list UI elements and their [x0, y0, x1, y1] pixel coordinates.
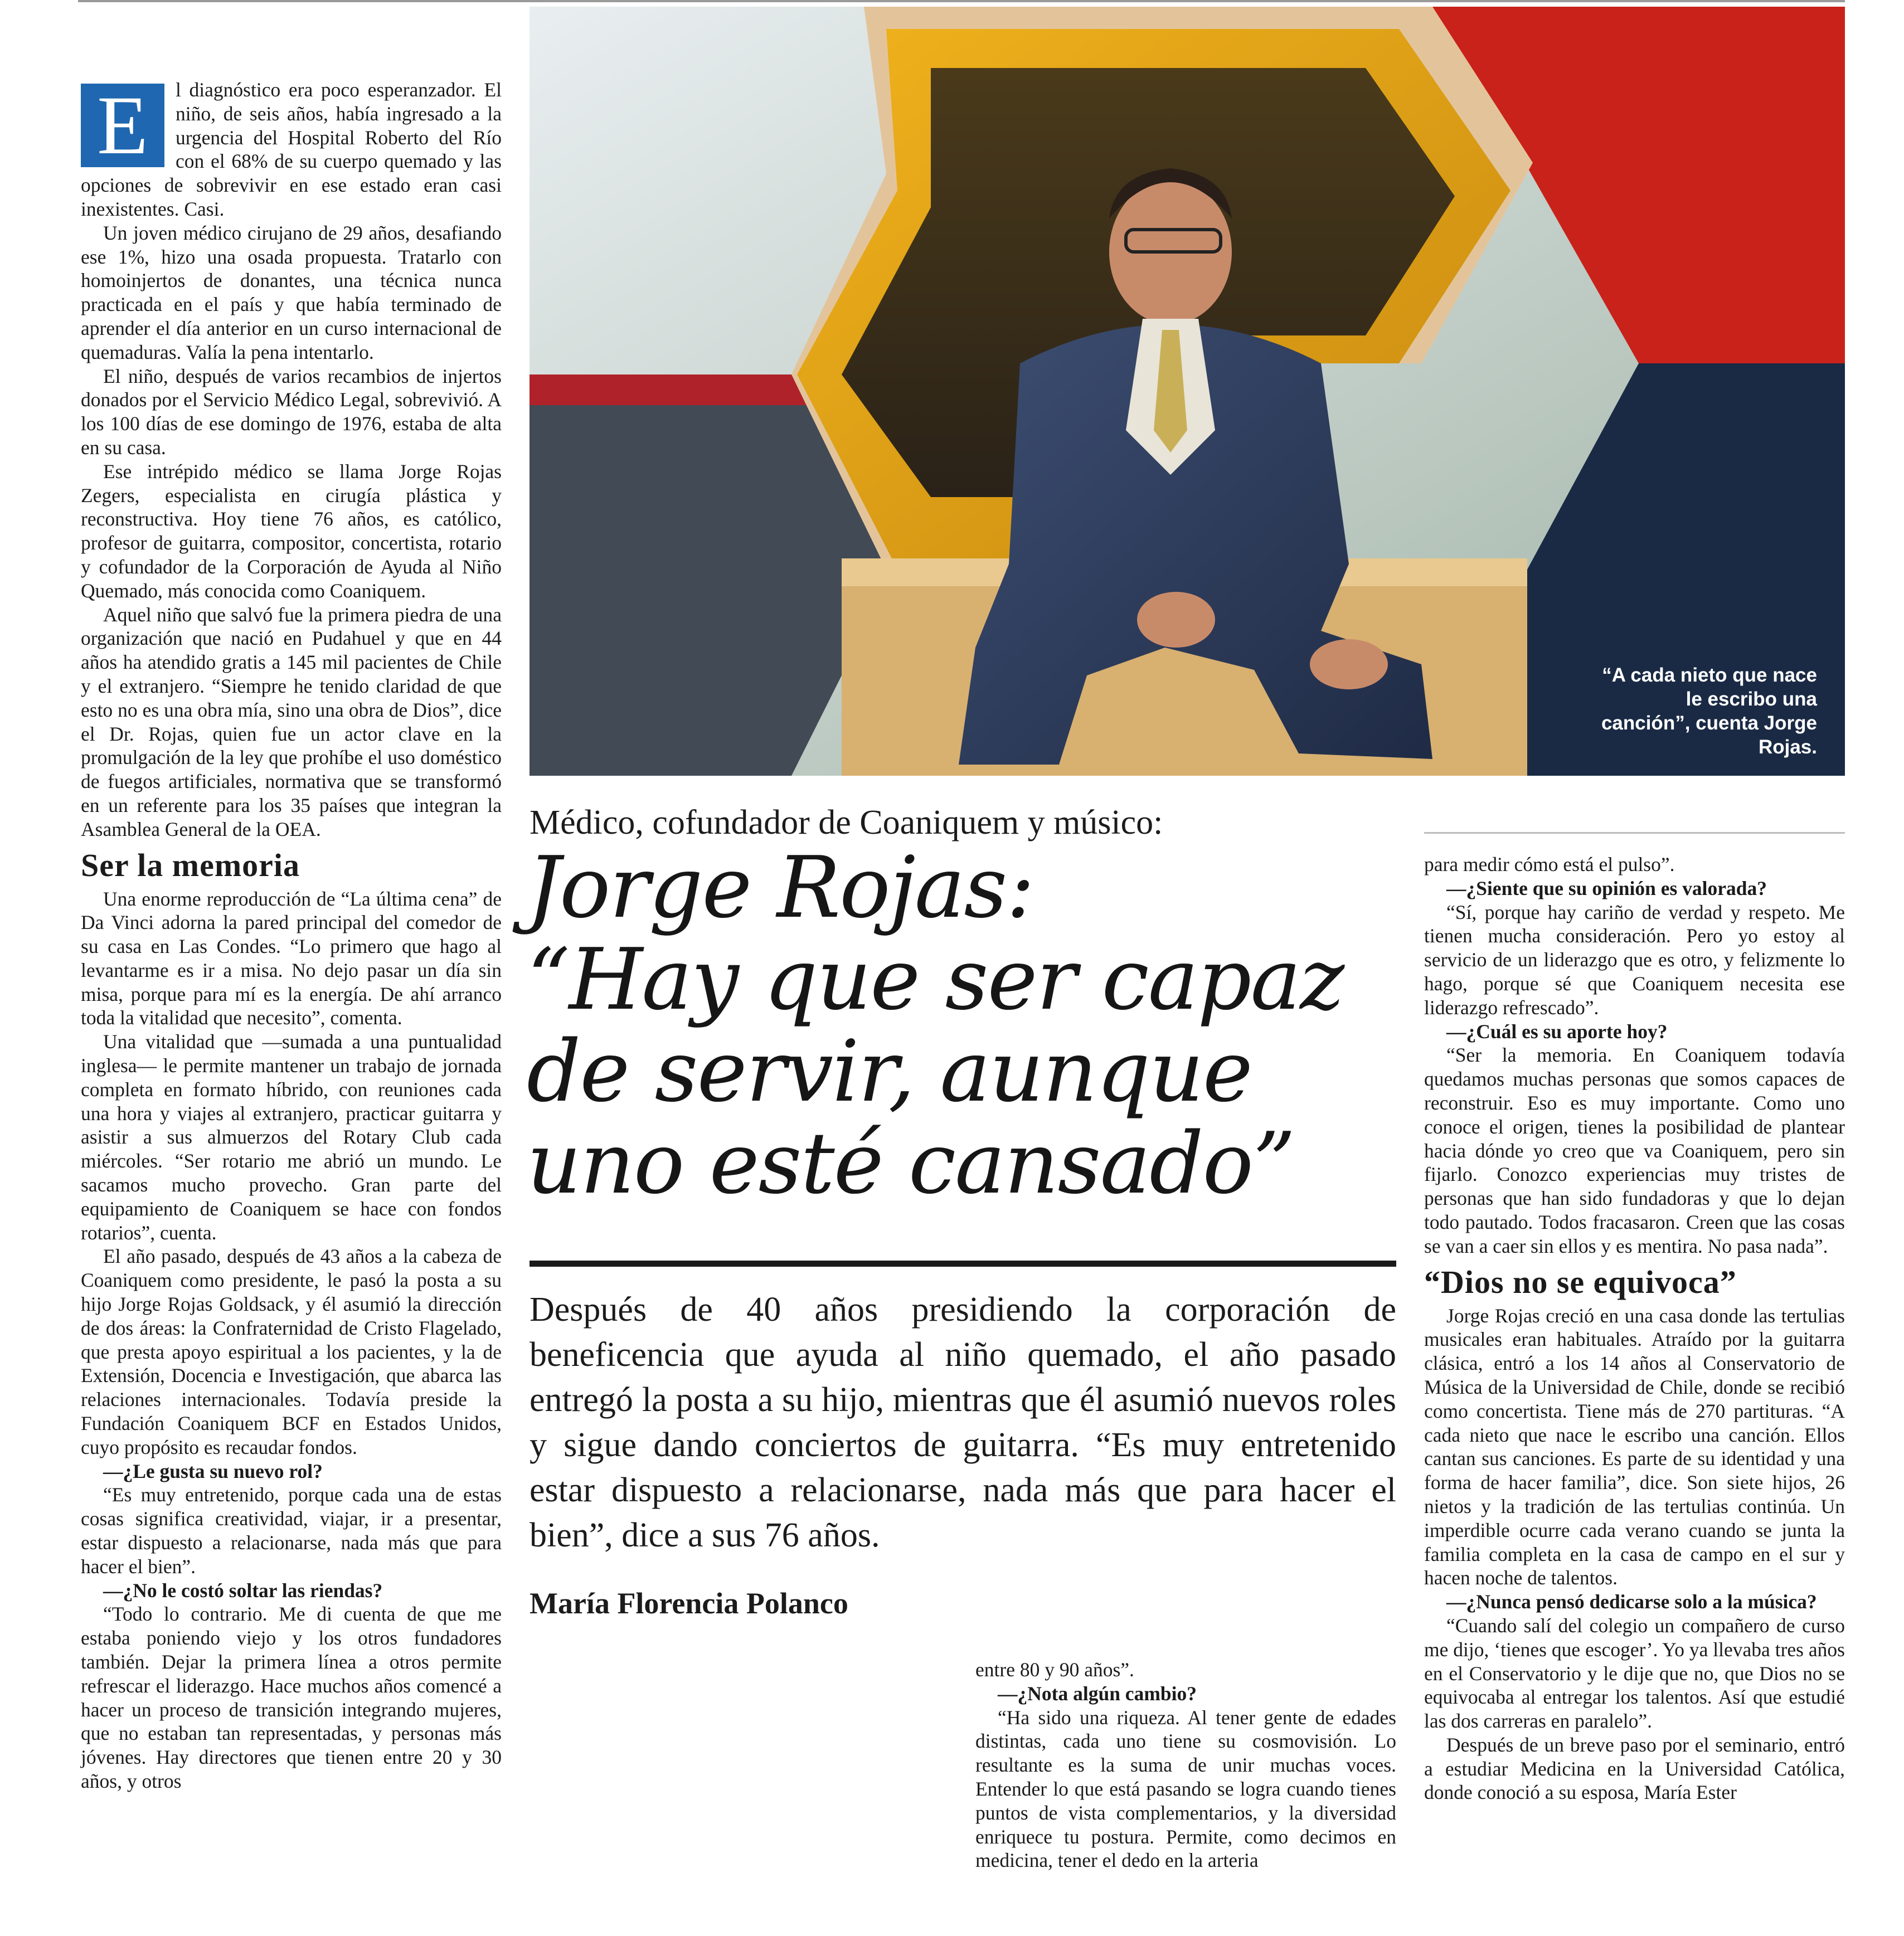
body-paragraph: “Es muy entretenido, porque cada una de estas cosas significa creatividad, viajar, ir a presentar, estar dispuesto a relacionarse, nada más que para hacer el bien”.	[81, 1483, 502, 1578]
body-paragraph: “Ser la memoria. En Coaniquem todavía quedamos muchas personas que somos capaces de reconstruir. Eso es muy importante. Como uno conoce el origen, tienes la posibilidad de plantear hacia dónde yo creo que va Coaniquem, pero sin fijarlo. Conozco experiencias muy tristes de personas que han sido fundadoras y que lo dejan todo pautado. Todos fracasaron. Creen que las cosas se van a caer sin ellos y es mentira. No pasa nada”.	[1424, 1044, 1845, 1257]
lead-paragraph	[81, 78, 502, 221]
author-byline: María Florencia Polanco	[530, 1587, 848, 1620]
subheading: “Dios no se equivoca”	[1424, 1263, 1737, 1300]
body-paragraph: “Cuando salí del colegio un compañero de curso me dijo, ‘tienes que escoger’. Yo ya llevaba tres años en el Conservatorio y le dije que no, que Dios no se equivocaba al entregar los talentos. Así que estudié las dos carreras en paralelo”.	[1424, 1614, 1845, 1733]
body-paragraph: Una vitalidad que —sumada a una puntualidad inglesa— le permite mantener un trabajo de jornada completa en formato híbrido, con reuniones cada una hora y viajes al extranjero, practicar guitarra y asistir a sus almuerzos del Rotary Club cada miércoles. “Ser rotario me abrió un mundo. Le sacamos mucho provecho. Gran parte del equipamiento de Coaniquem se hace con fondos rotarios”, cuenta.	[81, 1030, 502, 1244]
portrait-photo	[530, 7, 1845, 776]
photo-illustration	[530, 7, 1845, 776]
deck-summary: Después de 40 años presidiendo la corporación de beneficencia que ayuda al niño quemado, el año pasado entregó la posta a su hijo, mientras que él asumió nuevos roles y sigue dando conciertos de guitarra. “Es muy entretenido estar dispuesto a relacionarse, nada más que para hacer el bien”, dice a sus 76 años.	[530, 1291, 1396, 1554]
body-paragraph: entre 80 y 90 años”.	[975, 1658, 1134, 1681]
body-paragraph: Ese intrépido médico se llama Jorge Rojas Zegers, especialista en cirugía plástica y reconstructiva. Hoy tiene 76 años, es católico, profesor de guitarra, compositor, concertista, rotario y cofundador de la Corporación de Ayuda al Niño Quemado, más conocida como Coaniquem.	[81, 460, 502, 602]
headline-line: Jorge Rojas:	[527, 838, 1034, 937]
top-rule	[78, 0, 1845, 2]
body-paragraph: “Todo lo contrario. Me di cuenta de que me estaba poniendo viejo y los otros fundadores también. Dejar la primera línea a otros permite refrescar el liderazgo. Hace muchos años comencé a hacer un proceso de transición integrando mujeres, que no estaban tan representadas, y personas más jóvenes. Hay directores que tienen entre 20 y 30 años, y otros	[81, 1603, 502, 1792]
body-paragraph: “Sí, porque hay cariño de verdad y respeto. Me tienen mucha consideración. Pero yo estoy al servicio de un liderazgo que es otro, y felizmente lo hago, porque sé que Coaniquem necesita ese liderazgo refrescado”.	[1424, 901, 1845, 1019]
body-paragraph: Después de un breve paso por el seminario, entró a estudiar Medicina en la Universidad Católica, donde conoció a su esposa, María Ester	[1424, 1733, 1845, 1804]
headline	[527, 838, 1419, 1213]
body-paragraph: “Ha sido una riqueza. Al tener gente de edades distintas, cada uno tiene su cosmovisión. Lo resultante es la suma de unir muchas voces. Entender lo que está pasando se logra cuando tienes puntos de vista complementarios, y la diversidad enriquece tu postura. Permite, como decimos en medicina, tener el dedo en la arteria	[975, 1706, 1396, 1872]
subheading: Ser la memoria	[81, 847, 300, 883]
body-paragraph: Jorge Rojas creció en una casa donde las tertulias musicales eran habituales. Atraído por la guitarra clásica, entró a los 14 años al Conservatorio de Música de la Universidad de Chile, donde se recibió como concertista. Tiene más de 270 partituras. “A cada nieto que nace le escribo una canción. Ellos cantan sus canciones. Es parte de su identidad y una forma de hacer familia”, dice. Son siete hijos, 26 nietos y la tradición de las tertulias continúa. Un imperdible ocurre cada verano cuando se junta la familia completa en la casa de campo en el sur y hacen noche de talentos.	[1424, 1304, 1845, 1589]
headline-rule	[530, 1261, 1396, 1267]
headline-line: uno esté cansado”	[527, 1114, 1295, 1213]
drop-cap: E	[81, 84, 164, 167]
interview-question: —¿Cuál es su aporte hoy?	[1446, 1020, 1668, 1043]
body-paragraph: para medir cómo está el pulso”.	[1424, 853, 1675, 875]
column-top-rule	[1424, 832, 1845, 834]
interview-question: —¿No le costó soltar las riendas?	[103, 1579, 383, 1602]
body-paragraph: Un joven médico cirujano de 29 años, desafiando ese 1%, hizo una osada propuesta. Tratarlo con homoinjertos de donantes, una técnica nunca practicada en el país y que había terminado de aprender el día anterior en un curso internacional de quemaduras. Valía la pena intentarlo.	[81, 221, 502, 363]
interview-question: —¿Nota algún cambio?	[998, 1682, 1197, 1705]
lead-text: l diagnóstico era poco esperanzador. El niño, de seis años, había ingresado a la urgencia del Hospital Roberto del Río con el 68% de su cuerpo quemado y las opciones de sobrevivir en ese estado eran casi inexistentes. Casi.	[81, 79, 502, 220]
body-paragraph: El niño, después de varios recambios de injertos donados por el Servicio Médico Legal, sobrevivió. A los 100 días de ese domingo de 1976, estaba de alta en su casa.	[81, 364, 502, 459]
interview-question: —¿Nunca pensó dedicarse solo a la música?	[1446, 1590, 1817, 1613]
article-column-right	[1424, 853, 1845, 1804]
interview-question: —¿Le gusta su nuevo rol?	[103, 1460, 323, 1482]
body-paragraph: Una enorme reproducción de “La última cena” de Da Vinci adorna la pared principal del comedor de su casa en Las Condes. “Lo primero que hago al levantarme es ir a misa. No dejo pasar un día sin misa, porque para mí es la energía. De ahí arranco toda la vitalidad que necesito”, comenta.	[81, 887, 502, 1029]
article-column-center	[975, 1658, 1396, 1872]
body-paragraph: El año pasado, después de 43 años a la cabeza de Coaniquem como presidente, le pasó la posta a su hijo Jorge Rojas Goldsack, y él asumió la dirección de dos áreas: la Confraternidad de Cristo Flagelado, que presta apoyo espiritual a los pacientes, y la de Extensión, Docencia e Investigación, que abarca las relaciones internacionales. Todavía preside la Fundación Coaniquem BCF en Estados Unidos, cuyo propósito es recaudar fondos.	[81, 1245, 502, 1458]
photo-caption: “A cada nieto que nace le escribo una canción”, cuenta Jorge Rojas.	[1601, 664, 1817, 758]
interview-question: —¿Siente que su opinión es valorada?	[1446, 877, 1767, 899]
article-column-left	[81, 78, 502, 1793]
headline-line: “Hay que ser capaz	[527, 930, 1344, 1029]
headline-kicker: Médico, cofundador de Coaniquem y músico:	[530, 804, 1163, 841]
body-paragraph: Aquel niño que salvó fue la primera piedra de una organización que nació en Pudahuel y que en 44 años ha atendido gratis a 145 mil pacientes de Chile y el extranjero. “Siempre he tenido claridad de que esto no es una obra mía, sino una obra de Dios”, dice el Dr. Rojas, quien fue un actor clave en la promulgación de la ley que prohíbe el uso doméstico de fuegos artificiales, normativa que se transformó en un referente para los 35 países que integran la Asamblea General de la OEA.	[81, 603, 502, 840]
headline-line: de servir, aunque	[527, 1022, 1252, 1121]
